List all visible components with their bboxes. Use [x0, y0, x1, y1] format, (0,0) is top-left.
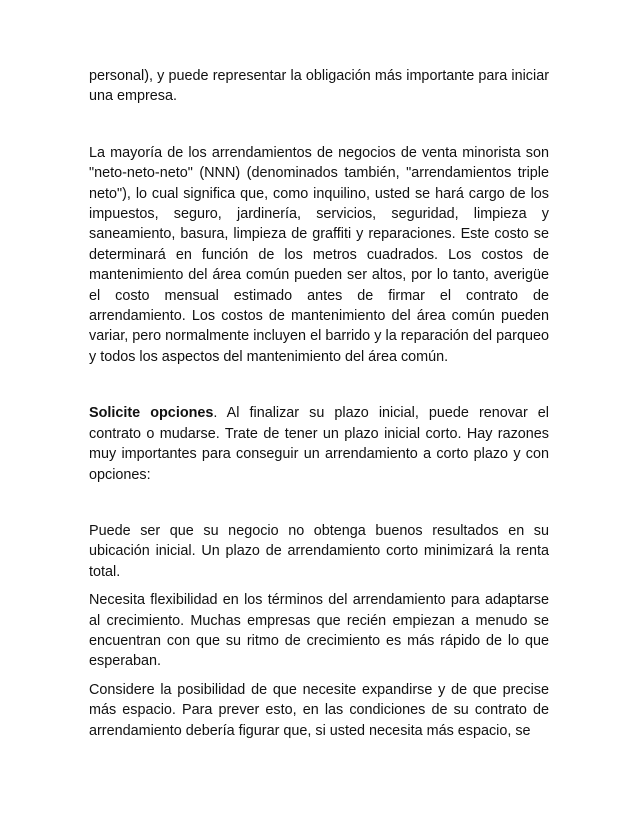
- paragraph-text: personal), y puede representar la obligación más importante para iniciar una empresa.: [89, 68, 549, 105]
- paragraph-text: Necesita flexibilidad en los términos del arrendamiento para adaptarse al crecimiento. Muchas empresas que recién empiezan a menudo se encuentran con que su ritmo de crecimiento es más rápido de lo que esperaban.: [89, 592, 549, 670]
- section-heading-inline: Solicite opciones: [89, 405, 214, 422]
- paragraph-request-options: [89, 403, 549, 485]
- paragraph-intro-continuation: [89, 66, 549, 107]
- paragraph-text: La mayoría de los arrendamientos de negocios de venta minorista son "neto-neto-neto" (NNN) (denominados también, "arrendamientos triple neto"), lo cual significa que, como inquilino, usted se hará cargo de los impuestos, seguro, jardinería, servicios, seguridad, limpieza y saneamiento, basura, limpieza de graffiti y reparaciones. Este costo se determinará en función de los metros cuadrados. Los costos de mantenimiento del área común pueden ser altos, por lo tanto, averigüe el costo mensual estimado antes de firmar el contrato de arrendamiento. Los costos de mantenimiento del área común pueden variar, pero normalmente incluyen el barrido y la reparación del parqueo y todos los aspectos del mantenimiento del área común.: [89, 144, 549, 365]
- document-page: [89, 66, 549, 741]
- paragraph-text: Puede ser que su negocio no obtenga buenos resultados en su ubicación inicial. Un plazo de arrendamiento corto minimizará la renta total.: [89, 522, 549, 580]
- paragraph-flexibility: [89, 590, 549, 672]
- paragraph-nnn-leases: [89, 143, 549, 367]
- paragraph-expansion: [89, 680, 549, 741]
- paragraph-short-term-reason: [89, 521, 549, 582]
- paragraph-text: Considere la posibilidad de que necesite expandirse y de que precise más espacio. Para prever esto, en las condiciones de su contrato de arrendamiento debería figurar que, si usted necesita más espacio, se: [89, 681, 549, 739]
- paragraph-text: . Al finalizar su plazo inicial, puede renovar el contrato o mudarse. Trate de tener un plazo inicial corto. Hay razones muy importantes para conseguir un arrendamiento a corto plazo y con opciones:: [89, 405, 549, 483]
